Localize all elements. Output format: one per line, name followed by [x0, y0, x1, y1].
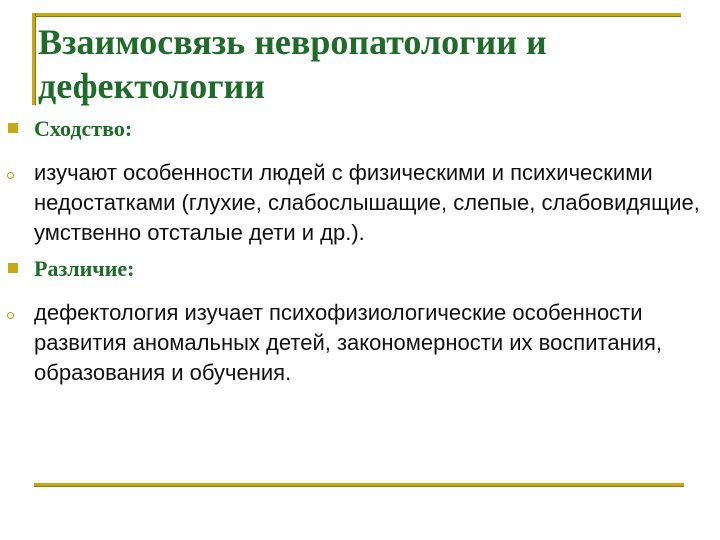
left-rule: [32, 13, 36, 105]
bullet-list: [0, 114, 720, 388]
list-item-difference-heading: [0, 254, 720, 284]
circle-bullet-icon: [7, 312, 14, 319]
similarity-heading: Сходство:: [34, 116, 133, 141]
similarity-text: изучают особенности людей с физическими и психическими недостатками (глухие, слабослышащие, слепые, слабовидящие, умственно отсталые дети и др.).: [34, 160, 700, 245]
bottom-rule: [34, 483, 684, 487]
square-bullet-icon: [8, 123, 18, 133]
list-item-similarity-heading: [0, 114, 720, 144]
list-item-similarity-text: [0, 158, 720, 248]
difference-text: дефектология изучает психофизиологические особенности развития аномальных детей, закономерности их воспитания, образования и обучения.: [34, 300, 663, 385]
square-bullet-icon: [8, 263, 18, 273]
list-item-difference-text: [0, 298, 720, 388]
circle-bullet-icon: [7, 172, 14, 179]
top-rule: [34, 13, 681, 17]
difference-heading: Различие:: [34, 256, 135, 281]
slide-title: Взаимосвязь невропатологии и дефектологии: [38, 22, 547, 106]
